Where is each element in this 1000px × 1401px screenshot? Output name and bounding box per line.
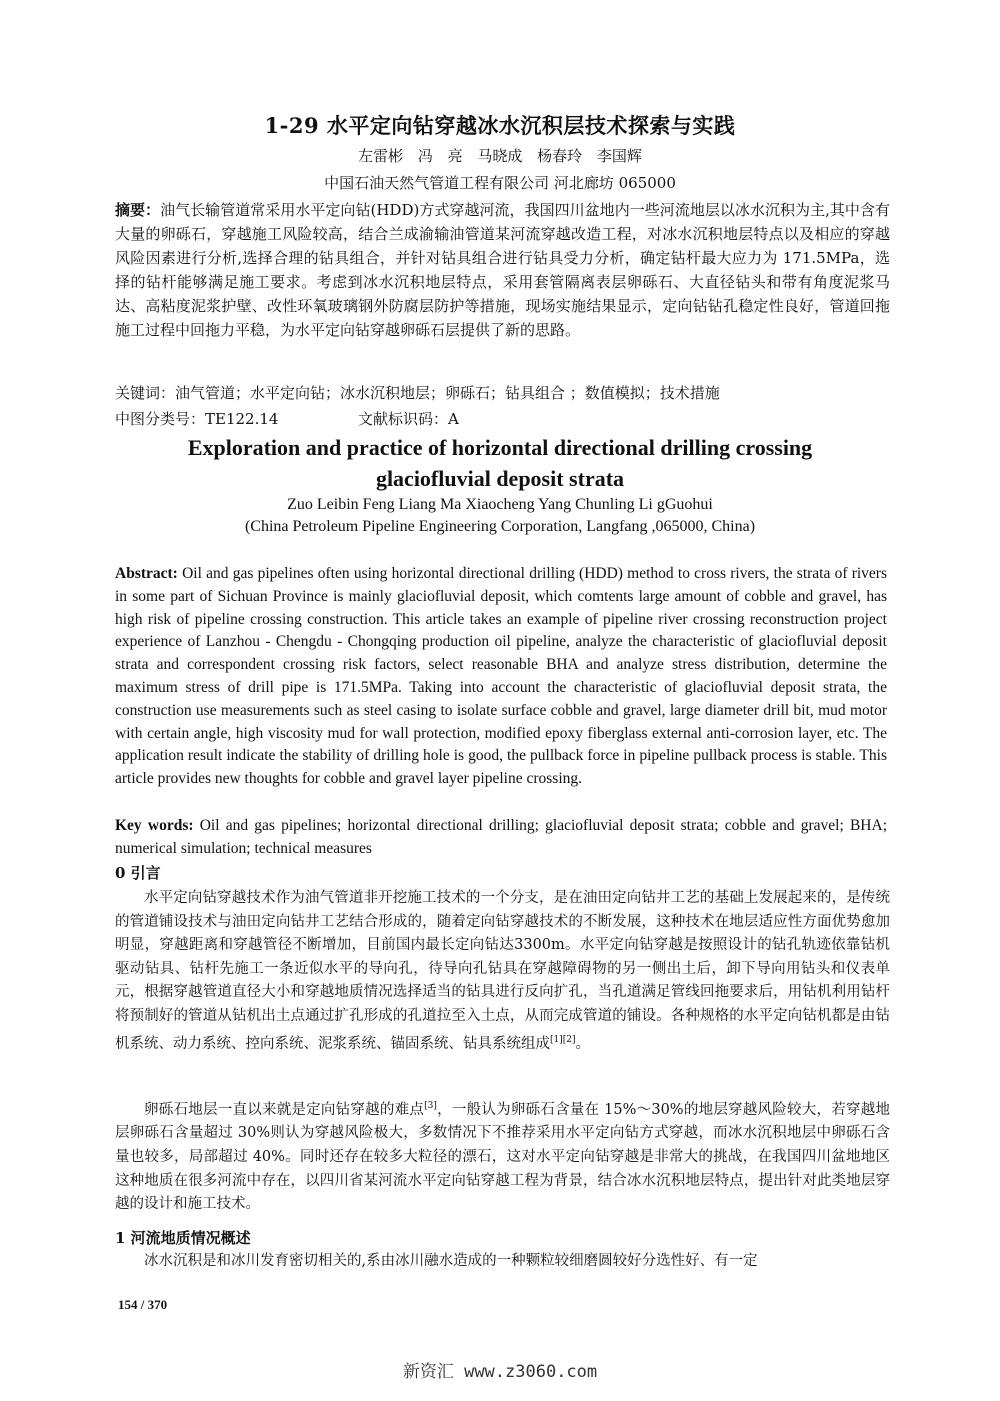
clc-number: 中图分类号：TE122.14 (115, 410, 279, 428)
abstract-cn-label: 摘要： (115, 201, 161, 219)
affiliation-en: (China Petroleum Pipeline Engineering Corporation, Langfang ,065000, China) (244, 518, 756, 535)
abstract-en-text: Oil and gas pipelines often using horizontal directional drilling (HDD) method to cross rivers, the strata of rivers in some part of Sichuan Province is mainly glaciofluvial deposit, which comtents large amount of cobble and gravel, has high risk of pipeline crossing construction. This article takes an example of pipeline river crossing reconstruction project experience of Lanzhou - Chengdu - Chongqing production oil pipeline, analyze the characteristic of glaciofluvial deposit strata and correspondent crossing risk factors, select reasonable BHA and analyze stress distribution, determine the maximum stress of drill pipe is 171.5MPa. Taking into account the characteristic of glaciofluvial deposit strata, the construction use measurements such as steel casing to isolate surface cobble and gravel, large diameter drill bit, mud motor with certain angle, high viscosity mud for wall protection, modified epoxy fiberglass external anti-corrosion layer, etc. The application result indicate the stability of drilling hole is good, the pullback force in pipeline pullback process is stable. This article provides new thoughts for cobble and gravel layer pipeline crossing. (115, 565, 888, 788)
body-paragraph-1 (115, 887, 890, 1056)
body-paragraph-2 (115, 1095, 890, 1217)
para2-citation: [3] (424, 1101, 437, 1111)
page-number: 154 / 370 (118, 1297, 168, 1312)
footer-watermark: 新资汇 www.z3060.com (402, 1362, 598, 1382)
para2-rest: ，一般认为卵砾石含量在 15%～30%的地层穿越风险较大，若穿越地层卵砾石含量超过 30%则认为穿越风险极大，多数情况下不推荐采用水平定向钻方式穿越，而冰水沉积地层中卵砾石含量也较多，局部超过 40%。同时还存在较多大粒径的漂石，这对水平定向钻穿越是非常大的挑战，在我国四川盆地地区这种地质在很多河流中存在，以四川省某河流水平定向钻穿越工程为背景，结合冰水沉积地层特点，提出针对此类地层穿越的设计和施工技术。 (115, 1101, 890, 1213)
title-en-line2: glaciofluvial deposit strata (375, 466, 625, 491)
abstract-cn-text: 油气长输管道常采用水平定向钻(HDD)方式穿越河流，我国四川盆地内一些河流地层以冰水沉积为主,其中含有大量的卵砾石，穿越施工风险较高，结合兰成渝输油管道某河流穿越改造工程，对冰水沉积地层特点以及相应的穿越风险因素进行分析,选择合理的钻具组合，并针对钻具组合进行钻具受力分析，确定钻杆最大应力为 171.5MPa，选择的钻杆能够满足施工要求。考虑到冰水沉积地层特点，采用套管隔离表层卵砾石、大直径钻头和带有角度泥浆马达、高粘度泥浆护壁、改性环氧玻璃钢外防腐层防护等措施，现场实施结果显示，定向钻钻孔稳定性良好，管道回拖施工过程中回拖力平稳，为水平定向钻穿越卵砾石层提供了新的思路。 (115, 201, 890, 339)
authors-en: Zuo Leibin Feng Liang Ma Xiaocheng Yang Chunling Li gGuohui (287, 496, 713, 513)
abstract-en-label: Abstract: (115, 565, 178, 582)
keywords-cn: 关键词：油气管道；水平定向钻；冰水沉积地层；卵砾石；钻具组合 ；数值模拟；技术措施 (115, 384, 720, 402)
keywords-en (115, 815, 887, 861)
section-heading-geology: 1 河流地质情况概述 (115, 1229, 251, 1247)
section-heading-introduction: 0 引言 (115, 864, 161, 882)
affiliation-cn: 中国石油天然气管道工程有限公司 河北廊坊 065000 (324, 174, 676, 192)
para1-citation: [1][2] (550, 1034, 576, 1045)
abstract-en (115, 563, 887, 791)
keywords-en-label: Key words: (115, 817, 194, 834)
para1-end: 。 (575, 1035, 590, 1052)
keywords-en-text: Oil and gas pipelines; horizontal directional drilling; glaciofluvial deposit strata; cobble and gravel; BHA; numerical simulation; technical measures (115, 817, 888, 857)
title-en-line1: Exploration and practice of horizontal directional drilling crossing (187, 435, 813, 460)
title-cn: 1-29 水平定向钻穿越冰水沉积层技术探索与实践 (264, 113, 736, 138)
authors-cn: 左雷彬 冯 亮 马晓成 杨春玲 李国辉 (358, 147, 642, 165)
para2-start: 卵砾石地层一直以来就是定向钻穿越的难点 (144, 1101, 425, 1118)
document-code: 文献标识码：A (358, 410, 459, 428)
para1-text: 水平定向钻穿越技术作为油气管道非开挖施工技术的一个分支，是在油田定向钻井工艺的基础上发展起来的，是传统的管道铺设技术与油田定向钻井工艺结合形成的，随着定向钻穿越技术的不断发展，这种技术在地层适应性方面优势愈加明显，穿越距离和穿越管径不断增加，目前国内最长定向钻达3300m。水平定向钻穿越是按照设计的钻孔轨迹依靠钻机驱动钻具、钻杆先施工一条近似水平的导向孔，待导向孔钻具在穿越障碍物的另一侧出土后，卸下导向用钻头和仪表单元，根据穿越管道直径大小和穿越地质情况选择适当的钻具进行反向扩孔，当孔道满足管线回拖要求后，用钻机利用钻杆将预制好的管道从钻机出土点通过扩孔形成的孔道拉至入土点，从而完成管道的铺设。各种规格的水平定向钻机都是由钻机系统、动力系统、控向系统、泥浆系统、锚固系统、钻具系统组成 (115, 890, 890, 1052)
body-paragraph-3: 冰水沉积是和冰川发育密切相关的,系由冰川融水造成的一种颗粒较细磨圆较好分选性好、有一定 (144, 1253, 758, 1269)
abstract-cn (115, 198, 890, 342)
